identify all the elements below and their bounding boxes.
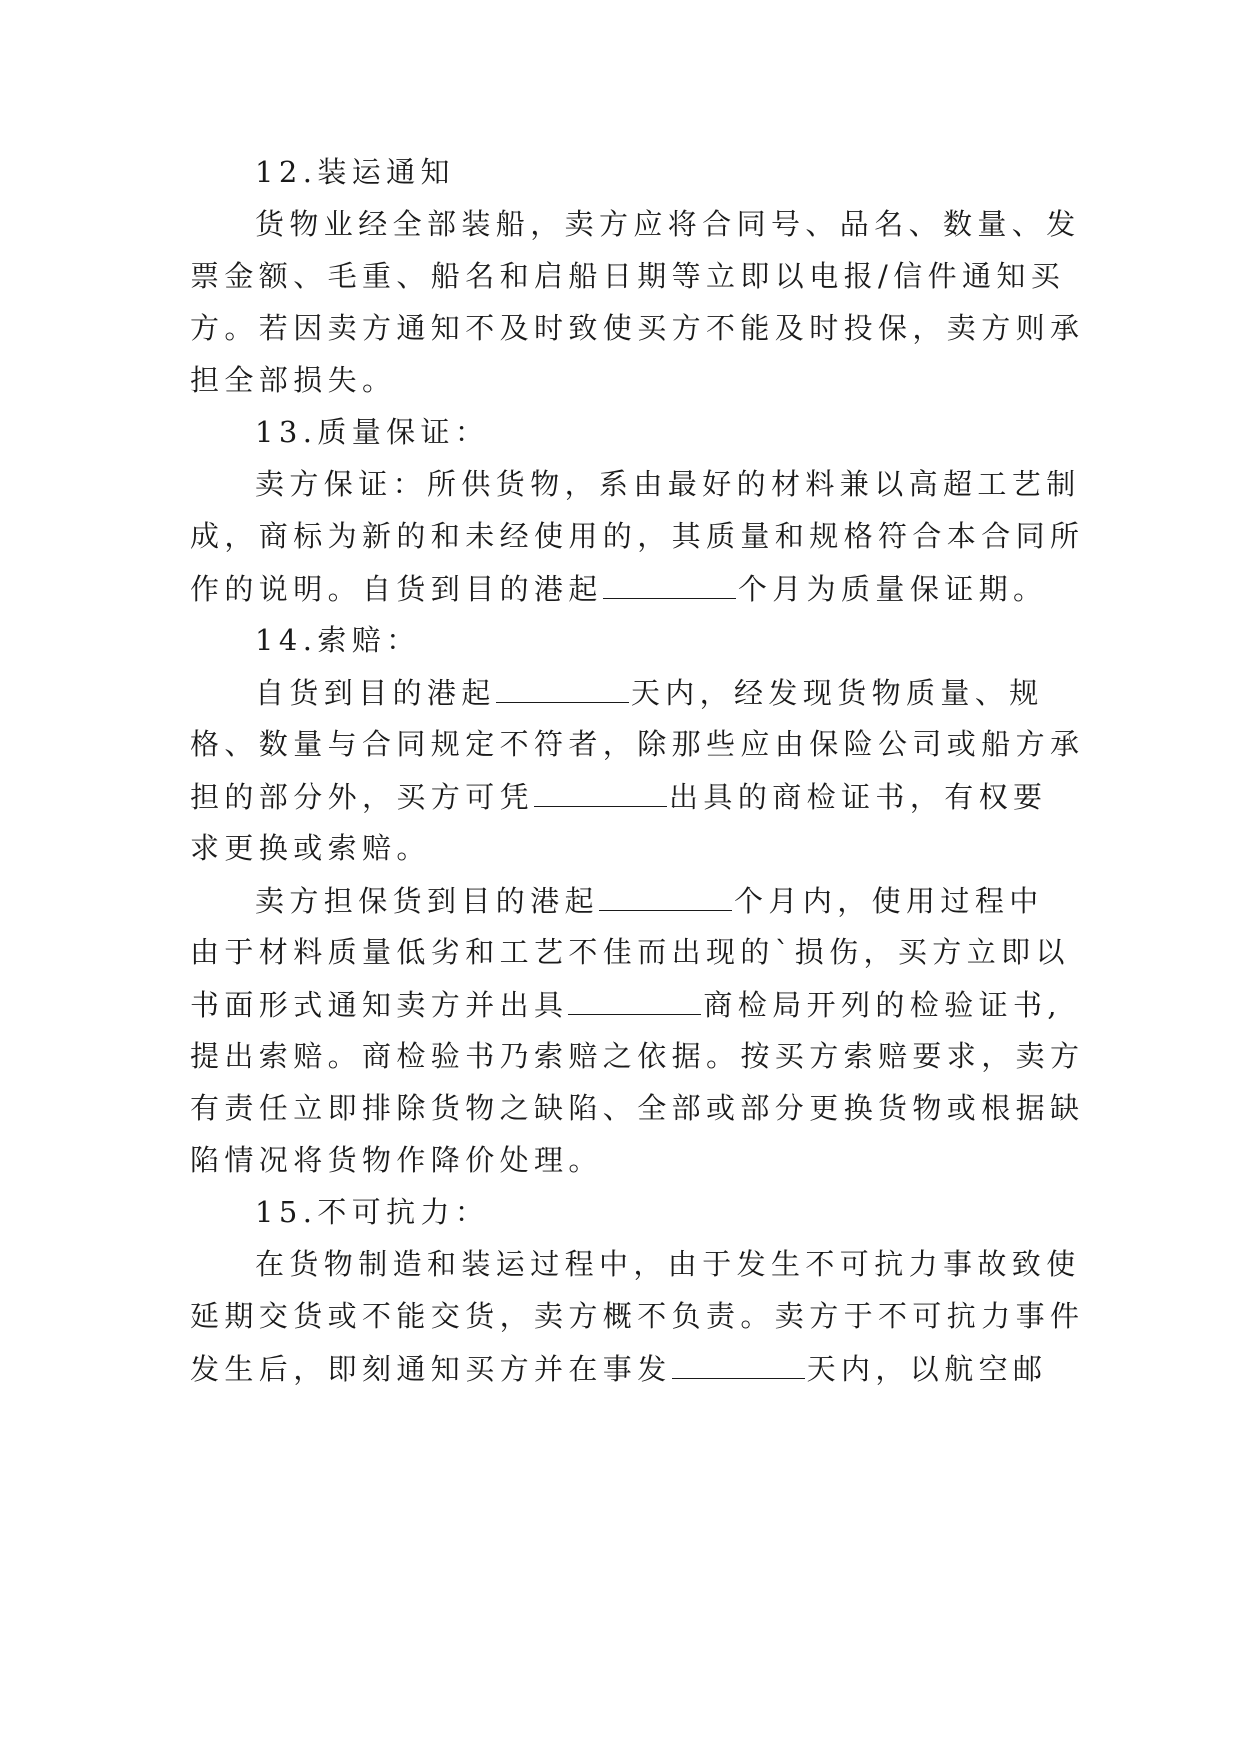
paragraph-line: 货物业经全部装船，卖方应将合同号、品名、数量、发: [255, 207, 1081, 241]
paragraph-line: 发生后，即刻通知买方并在事发 天内，以航空邮: [0, 1348, 1241, 1389]
paragraph-line: 担全部损失。: [190, 363, 397, 397]
paragraph-line: 自货到目的港起 天内，经发现货物质量、规: [0, 672, 1241, 713]
paragraph-line: 求更换或索赔。: [190, 831, 431, 865]
fill-in-blank[interactable]: [496, 672, 629, 703]
section-heading-12: 12.装运通知: [255, 155, 455, 189]
paragraph-line: 方。若因卖方通知不及时致使买方不能及时投保，卖方则承: [190, 311, 1085, 345]
paragraph-line: 卖方担保货到目的港起 个月内，使用过程中: [0, 880, 1241, 921]
paragraph-line: 有责任立即排除货物之缺陷、全部或部分更换货物或根据缺: [190, 1091, 1085, 1125]
paragraph-line: 格、数量与合同规定不符者，除那些应由保险公司或船方承: [190, 727, 1085, 761]
paragraph-line: 提出索赔。商检验书乃索赔之依据。按买方索赔要求，卖方: [190, 1039, 1085, 1073]
paragraph-line: 票金额、毛重、船名和启船日期等立即以电报/信件通知买: [190, 259, 1066, 293]
paragraph-line: 卖方保证：所供货物，系由最好的材料兼以高超工艺制: [255, 467, 1081, 501]
paragraph-line: 书面形式通知卖方并出具 商检局开列的检验证书,: [0, 984, 1241, 1025]
section-heading-14: 14.索赔：: [255, 623, 421, 657]
paragraph-line: 陷情况将货物作降价处理。: [190, 1143, 603, 1177]
paragraph-line: 延期交货或不能交货，卖方概不负责。卖方于不可抗力事件: [190, 1299, 1085, 1333]
section-heading-13: 13.质量保证：: [255, 415, 490, 449]
fill-in-blank[interactable]: [672, 1348, 805, 1379]
fill-in-blank[interactable]: [534, 776, 667, 807]
fill-in-blank[interactable]: [568, 984, 701, 1015]
paragraph-line: 成，商标为新的和未经使用的，其质量和规格符合本合同所: [190, 519, 1085, 553]
fill-in-blank[interactable]: [599, 880, 732, 911]
paragraph-line: 在货物制造和装运过程中，由于发生不可抗力事故致使: [255, 1247, 1081, 1281]
section-heading-15: 15.不可抗力：: [255, 1195, 490, 1229]
paragraph-line: 作的说明。自货到目的港起 个月为质量保证期。: [0, 568, 1241, 609]
paragraph-line: 由于材料质量低劣和工艺不佳而出现的`损伤，买方立即以: [190, 935, 1070, 969]
fill-in-blank[interactable]: [603, 568, 736, 599]
paragraph-line: 担的部分外，买方可凭 出具的商检证书，有权要: [0, 776, 1241, 817]
